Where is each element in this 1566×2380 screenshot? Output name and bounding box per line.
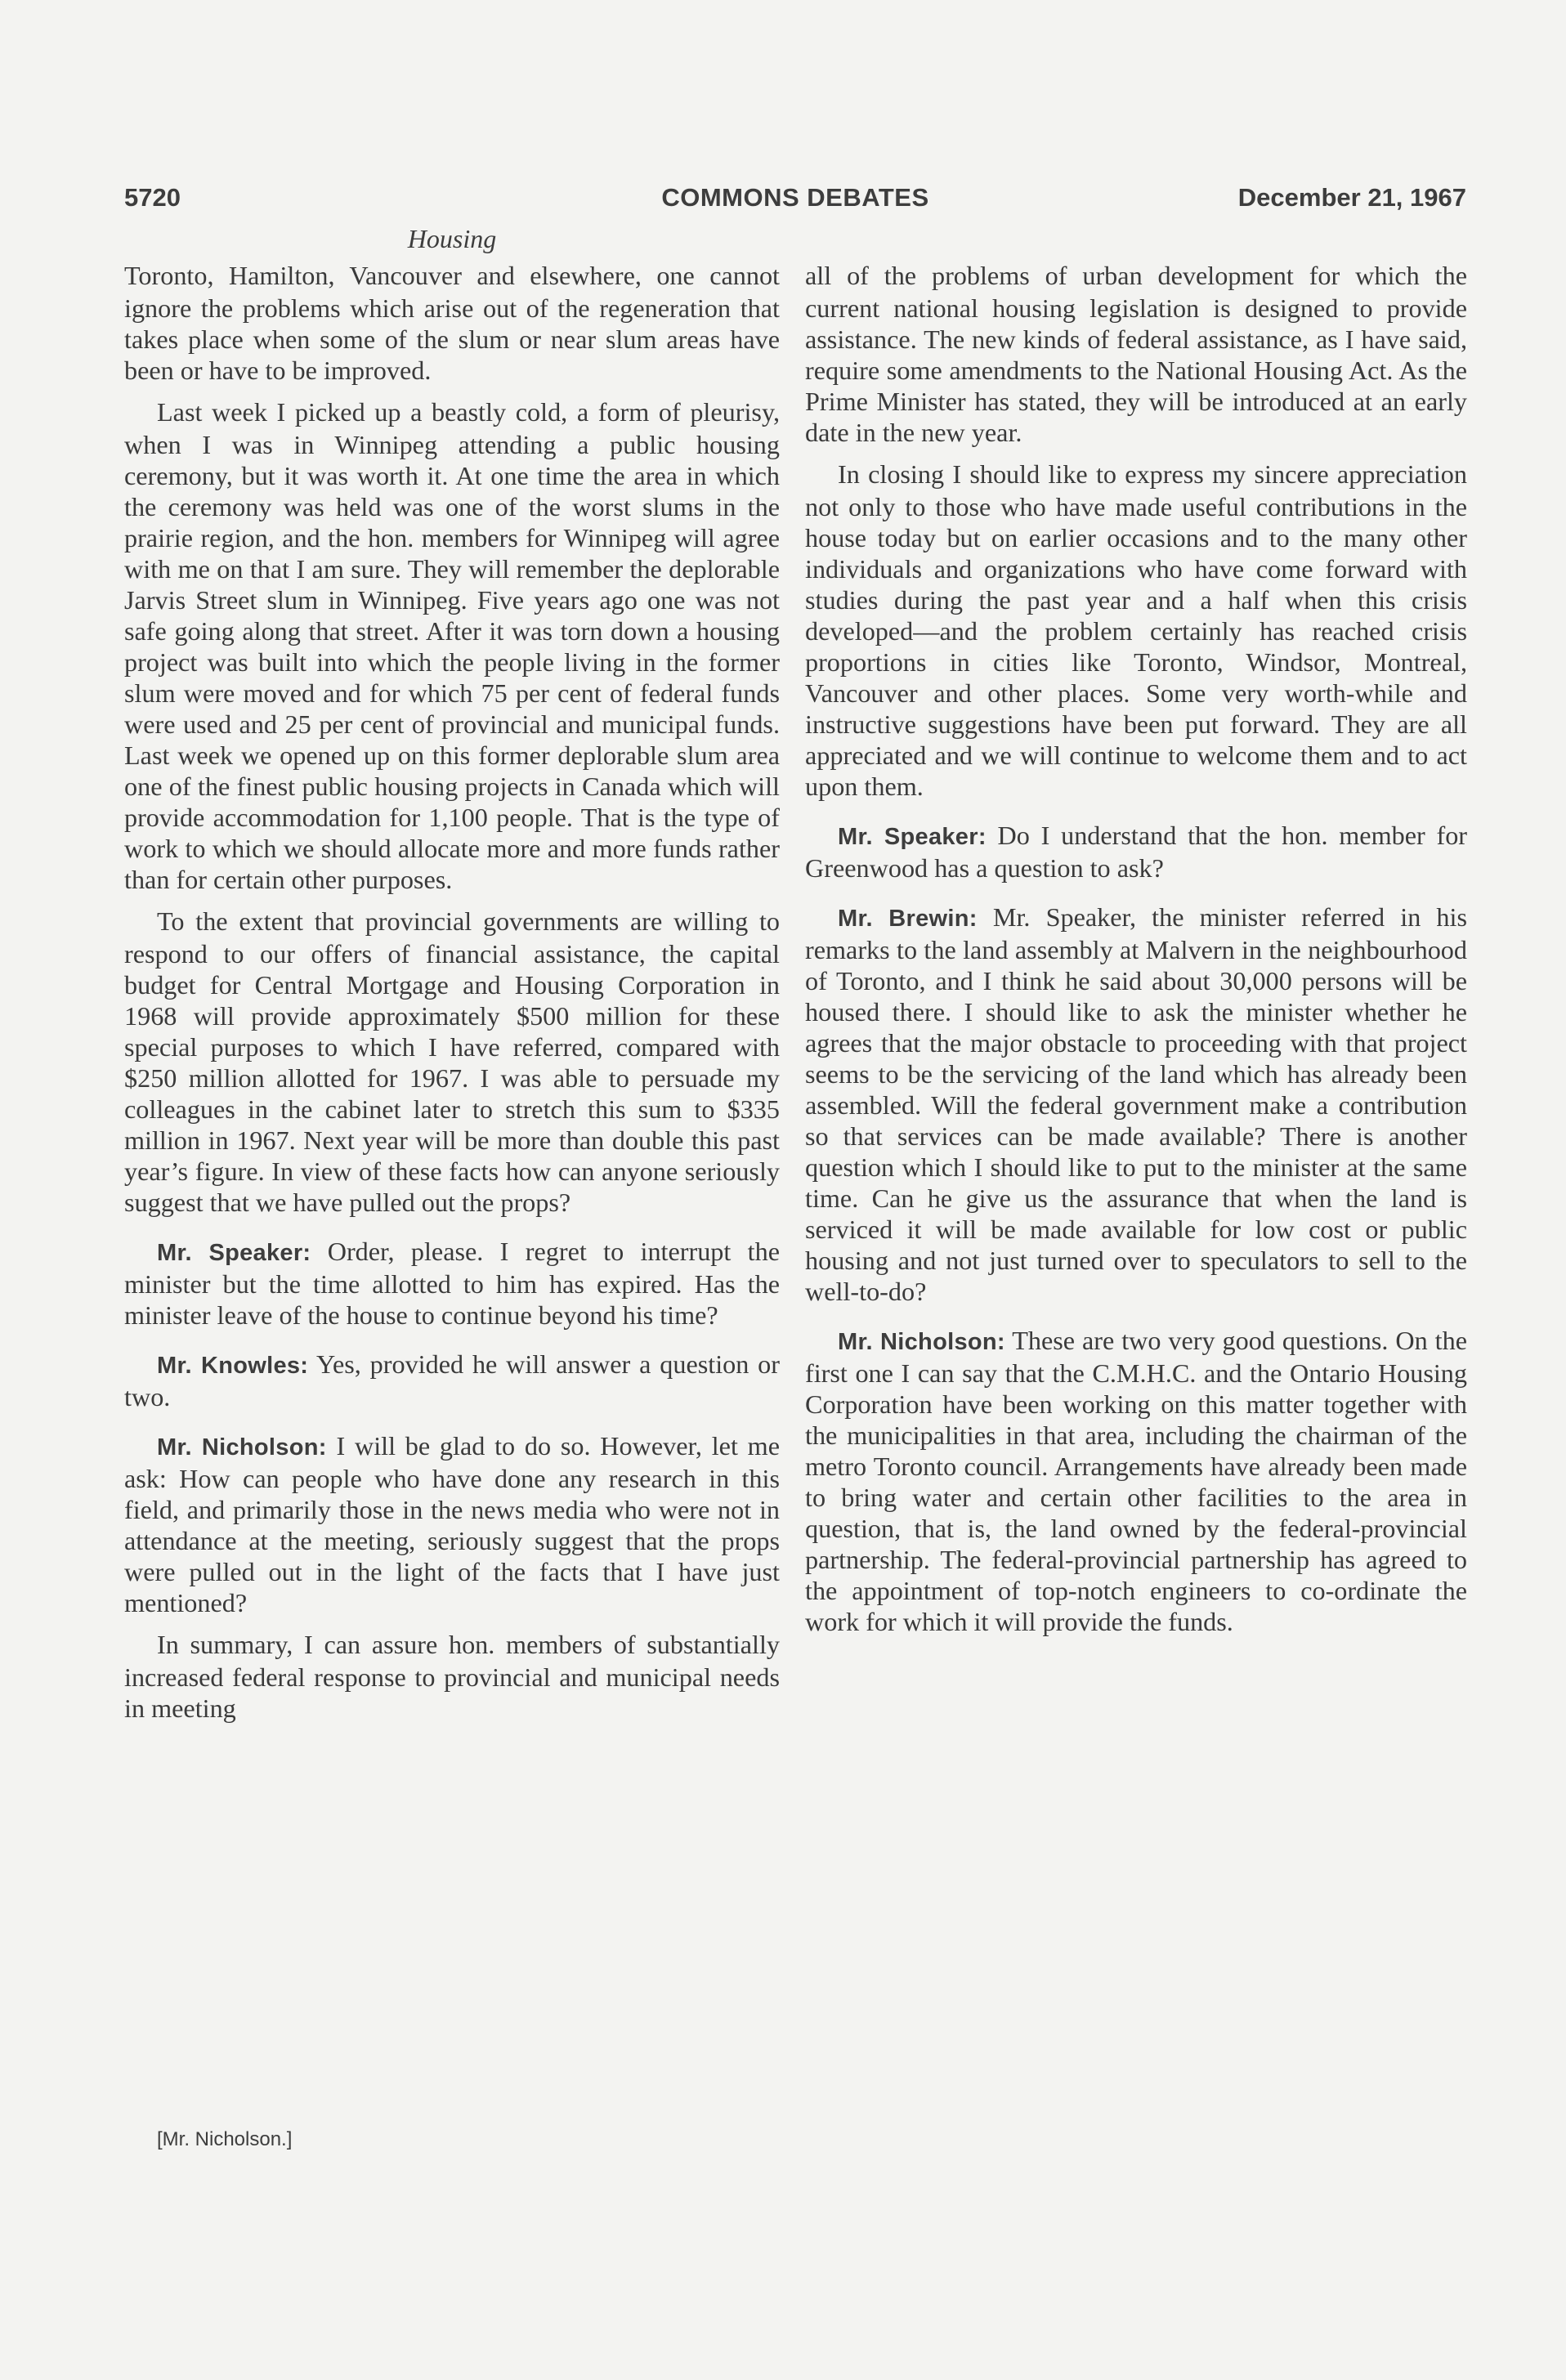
speaker-name: Mr. Nicholson:	[157, 1434, 327, 1461]
journal-title: COMMONS DEBATES	[661, 183, 929, 212]
paragraph	[805, 1325, 1467, 1637]
speaker-name: Mr. Speaker:	[838, 824, 987, 850]
paragraph-text: Mr. Speaker, the minister referred in his remarks to the land assembly at Malvern in the neighbourhood of Toronto, and I think he said about 30,000 persons will be housed there. I should like to ask the minister whether he agrees that the major obstacle to proceeding with that project seems to be the servicing of the land which has already been assembled. Will the federal government make a contribution so that services can be made available? There is another question which I should like to put to the minister at the same time. Can he give us the assurance that when the land is serviced it will be made available for low cost or public housing and not just turned over to speculators to sell to the well-to-do?	[805, 902, 1467, 1306]
paragraph-text: all of the problems of urban development for which the current national housing legislation is designed to provide assistance. The new kinds of federal assistance, as I have said, require some amendments to the National Housing Act. As the Prime Minister has stated, they will be introduced at an early date in the new year.	[805, 261, 1467, 447]
left-column	[124, 260, 780, 1734]
paragraph-text: In summary, I can assure hon. members of substantially increased federal response to provincial and municipal needs in meeting	[124, 1630, 780, 1723]
paragraph-text: Toronto, Hamilton, Vancouver and elsewhere, one cannot ignore the problems which arise out of the regeneration that takes place when some of the slum or near slum areas have been or have to be improved.	[124, 261, 780, 385]
paragraph	[124, 1629, 780, 1724]
paragraph-text: Last week I picked up a beastly cold, a form of pleurisy, when I was in Winnipeg attending a public housing ceremony, but it was worth it. At one time the area in which the ceremony was held was one of the worst slums in the prairie region, and the hon. members for Winnipeg will agree with me on that I am sure. They will remember the deplorable Jarvis Street slum in Winnipeg. Five years ago one was not safe going along that street. After it was torn down a housing project was built into which the people living in the former slum were moved and for which 75 per cent of federal funds were used and 25 per cent of provincial and municipal funds. Last week we opened up on this former deplorable slum area one of the finest public housing projects in Canada which will provide accommodation for 1,100 people. That is the type of work to which we should allocate more and more funds rather than for certain other purposes.	[124, 397, 780, 894]
paragraph	[124, 260, 780, 386]
speaker-name: Mr. Knowles:	[157, 1353, 309, 1379]
paragraph	[124, 396, 780, 895]
paragraph	[124, 1349, 780, 1412]
page-header	[124, 183, 1466, 224]
speaker-name: Mr. Speaker:	[157, 1240, 311, 1266]
paragraph	[124, 906, 780, 1218]
paragraph	[805, 260, 1467, 448]
page-date: December 21, 1967	[1237, 183, 1466, 212]
paragraph-text: Order, please. I regret to interrupt the minister but the time allotted to him has expired. Has the minister leave of the house to continue beyond his time?	[124, 1237, 781, 1330]
paragraph-text: In closing I should like to express my sincere appreciation not only to those who have made useful contributions in the house today but on earlier occasions and to the many other individuals and organizations who have come forward with studies during the past year and a half when this crisis developed—and the problem certainly has reached crisis proportions in cities like Toronto, Windsor, Montreal, Vancouver and other places. Some very worth-while and instructive suggestions have been put forward. They are all appreciated and we will continue to welcome them and to act upon them.	[805, 459, 1467, 801]
page-number: 5720	[124, 183, 181, 212]
speaker-name: Mr. Brewin:	[838, 906, 978, 932]
speaker-name: Mr. Nicholson:	[838, 1329, 1005, 1355]
paragraph	[805, 820, 1467, 884]
right-column	[805, 260, 1467, 1648]
paragraph-text: Do I understand that the hon. member for Greenwood has a question to ask?	[805, 821, 1468, 883]
paragraph	[805, 459, 1467, 802]
paragraph-text: These are two very good questions. On the first one I can say that the C.M.H.C. and the Ontario Housing Corporation have been working on this matter together with the municipalities in that area, including the chairman of the metro Toronto council. Arrangements have already been made to bring water and certain other facilities to the area in question, that is, the land owned by the federal-provincial partnership. The federal-provincial partnership has agreed to the appointment of top-notch engineers to co-ordinate the work for which it will provide the funds.	[805, 1326, 1467, 1636]
speaker-attribution: [Mr. Nicholson.]	[157, 2128, 293, 2150]
section-title: Housing	[407, 224, 497, 253]
paragraph	[805, 901, 1467, 1307]
paragraph-text: I will be glad to do so. However, let me ask: How can people who have done any research in this field, and primarily those in the news media who were not in attendance at the meeting, seriously suggest that the props were pulled out in the light of the facts that I have just mentioned?	[124, 1431, 780, 1617]
paragraph-text: To the extent that provincial governments are willing to respond to our offers of financial assistance, the capital budget for Central Mortgage and Housing Corporation in 1968 will provide approximately $500 million for these special purposes to which I have referred, compared with $250 million allotted for 1967. I was able to persuade my colleagues in the cabinet later to stretch this sum to $335 million in 1967. Next year will be more than double this past year’s figure. In view of these facts how can anyone seriously suggest that we have pulled out the props?	[124, 906, 780, 1217]
paragraph-text: Yes, provided he will answer a question or two.	[124, 1349, 780, 1411]
paragraph	[124, 1430, 780, 1618]
paragraph	[124, 1236, 780, 1331]
